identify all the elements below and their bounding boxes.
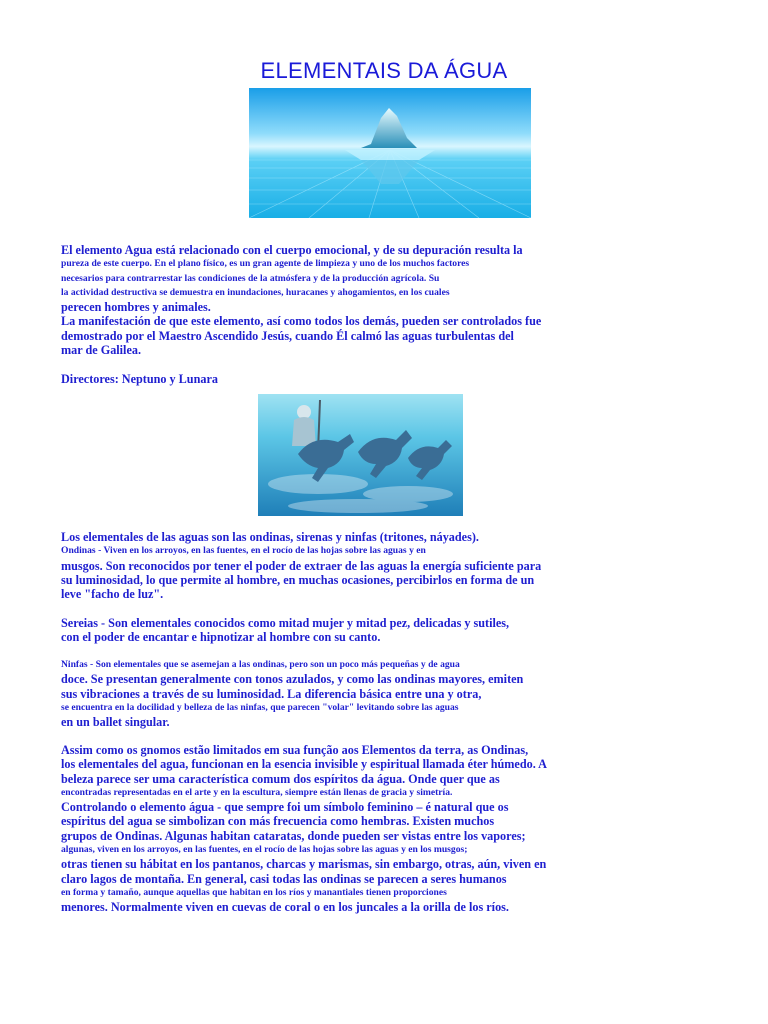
text-line: perecen hombres y animales. [61, 300, 211, 315]
neptune-horses-image [258, 394, 463, 516]
text-line: la actividad destructiva se demuestra en inundaciones, huracanes y ahogamientos, en los cuales [61, 286, 450, 298]
text-line: Assim como os gnomos estão limitados em sua função aos Elementos da terra, as Ondinas, [61, 743, 529, 757]
text-line: leve "facho de luz". [61, 587, 164, 602]
text-line: Ninfas - Son elementales que se asemejan a las ondinas, pero son un poco más pequeñas y de agua [61, 659, 460, 670]
text-line: su luminosidad, lo que permite al hombre, en muchas ocasiones, percibirlos en forma de un [61, 572, 535, 587]
page-title: ELEMENTAIS DA ÁGUA [260, 58, 508, 83]
text-line: La manifestación de que este elemento, así como todos los demás, pueden ser controlados fue [61, 314, 542, 329]
text-line: Sereias - Son elementales conocidos como mitad mujer y mitad pez, delicadas y sutiles, [61, 616, 510, 630]
text-line: con el poder de encantar e hipnotizar al hombre con su canto. [61, 630, 381, 645]
text-line: algunas, viven en los arroyos, en las fuentes, en el rocío de las hojas sobre las aguas y en los musgos; [61, 844, 468, 856]
text-line: espíritus del agua se simbolizan con más frecuencia como hembras. Existen muchos [61, 814, 495, 829]
text-line: se encuentra en la docilidad y belleza de las ninfas, que parecen "volar" levitando sobre las aguas [61, 701, 459, 713]
iceberg-water-image [249, 88, 531, 218]
paragraph-ninfas [61, 658, 561, 729]
text-line: musgos. Son reconocidos por tener el poder de extraer de las aguas la energía suficiente para [61, 558, 542, 573]
text-line: otras tienen su hábitat en los pantanos, charcas y marismas, sin embargo, otras, aún, viven en [61, 857, 547, 872]
paragraph-sereias [61, 616, 561, 645]
text-line: en forma y tamaño, aunque aquellas que habitan en los ríos y manantiales tienen proporciones [61, 886, 447, 898]
text-line: Controlando o elemento água - que sempre foi um símbolo feminino – é natural que os [61, 800, 509, 815]
text-line: grupos de Ondinas. Algunas habitan cataratas, donde pueden ser vistas entre los vapores; [61, 828, 526, 843]
text-line: demostrado por el Maestro Ascendido Jesús, cuando Él calmó las aguas turbulentas del [61, 328, 514, 343]
paragraph-intro [61, 243, 561, 357]
text-line: Ondinas - Viven en los arroyos, en las fuentes, en el rocío de las hojas sobre las aguas y en [61, 545, 426, 557]
text-line: pureza de este cuerpo. En el plano físico, es un gran agente de limpieza y uno de los muchos factores [61, 258, 470, 270]
text-line: necesarios para contrarrestar las condiciones de la atmósfera y de la producción agrícola. Su [61, 272, 440, 284]
text-line: mar de Galilea. [61, 343, 141, 358]
text-line: en un ballet singular. [61, 715, 170, 730]
text-line: sus vibraciones a través de su luminosidad. La diferencia básica entre una y otra, [61, 686, 482, 701]
text-line: El elemento Agua está relacionado con el cuerpo emocional, y de su depuración resulta la [61, 243, 523, 257]
text-line: encontradas representadas en el arte y en la escultura, siempre están llenas de gracia y simetría. [61, 786, 453, 798]
text-line: los elementales del agua, funcionan en la esencia invisible y espiritual llamada éter húmedo. A [61, 757, 547, 772]
text-line: doce. Se presentan generalmente con tonos azulados, y como las ondinas mayores, emiten [61, 672, 524, 687]
text-line: Directores: Neptuno y Lunara [61, 372, 218, 386]
text-line: Los elementales de las aguas son las ondinas, sirenas y ninfas (tritones, náyades). [61, 530, 479, 544]
text-line: menores. Normalmente viven en cuevas de coral o en los juncales a la orilla de los ríos. [61, 900, 509, 915]
paragraph-directors [61, 372, 561, 386]
paragraph-gnomos-ondinas [61, 743, 561, 915]
paragraph-ondinas [61, 530, 561, 601]
text-line: claro lagos de montaña. En general, casi todas las ondinas se parecen a seres humanos [61, 871, 507, 886]
text-line: beleza parece ser uma característica comum dos espíritos da água. Onde quer que as [61, 771, 500, 786]
